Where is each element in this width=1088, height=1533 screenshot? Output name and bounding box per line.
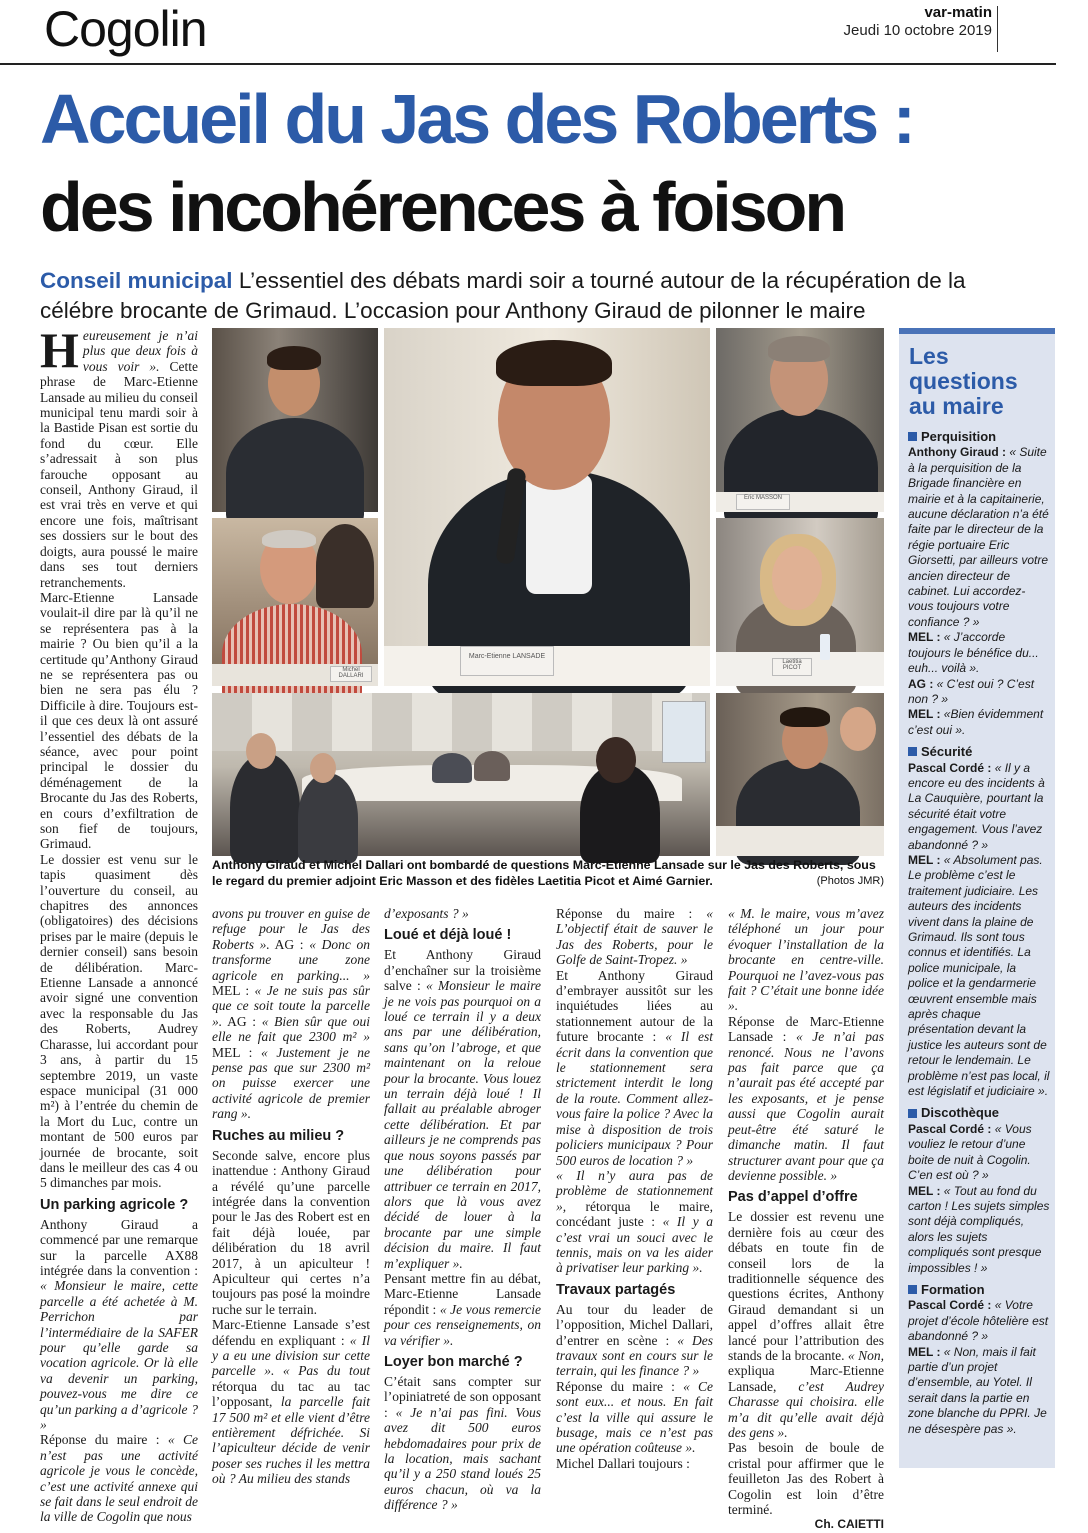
sidebar-heading-label: Discothèque — [921, 1105, 1000, 1121]
article-text: MEL : — [212, 983, 255, 999]
sidebar-entry — [908, 853, 1050, 1100]
sidebar-entry — [908, 1184, 1050, 1276]
sidebar-text: « J’accorde toujours le bénéfice du... euh... voilà ». — [908, 630, 1039, 676]
sidebar-title-line: au maire — [909, 393, 1004, 419]
sidebar-questions — [899, 328, 1055, 1468]
article-text: Au tour du leader de l’opposition, Michel Dallari, d’entrer en scène : — [556, 1301, 713, 1348]
article-text: Réponse du maire : — [556, 906, 707, 921]
article-text: MEL : — [212, 1044, 261, 1060]
sidebar-heading-label: Formation — [921, 1281, 985, 1297]
article-text: « Non, — [847, 1347, 884, 1363]
article-text: expliqua Marc-Etienne Lansade, — [728, 1363, 884, 1394]
sidebar-entry — [908, 1345, 1050, 1437]
article-text: avons pu trouver en guise de refuge pour le Jas des Roberts ». — [212, 906, 370, 952]
drop-cap: H — [40, 322, 79, 378]
sidebar-heading — [908, 1105, 1050, 1120]
square-bullet-icon — [908, 1285, 917, 1294]
photo-caption — [212, 858, 884, 889]
sidebar-text: « Vous vouliez le retour d’une boite de nuit à Cogolin. C’en est où ? » — [908, 1121, 1032, 1183]
article-text: C’était sans compter sur l’opiniatreté de son opposant : — [384, 1373, 541, 1420]
speaker: AG : — [908, 676, 934, 691]
photo-council-room — [212, 693, 710, 856]
speaker: Pascal Cordé : — [908, 1298, 992, 1313]
subheading: Travaux partagés — [556, 1281, 676, 1298]
article-text: « Monsieur le maire je ne vois pas pourquoi on a loué ce terrain il y a deux ans par une délibération, sans qu’on l’abroge, et que maintenant on la reloue pour la brocante. Vous louez un terrain déjà loué ! Il fallait au préalable abroger cette délibération. Et par ailleurs je ne comprends pas que nous soyons passés par une délibération pour attribuer ce terrain en 2017, alors que là vous avez décidé de louer à la brocante par une simple décision du maire. Il faut m’expliquer ». — [384, 978, 541, 1271]
article-text: « Des travaux sont en cours sur le terrain, qui les finance ? » — [556, 1332, 713, 1379]
article-paragraph: Marc-Etienne Lansade voulait-il dire par là qu’il ne se représentera pas à la mairie ? Ou bien qu’il a la certitude qu’Anthony Giraud ne se représentera pas ou bien ne sera pas élu ? Difficile à dire. Toujours est-il que ces deux là ont assuré l’essentiel des débats de la séance, avec pour point principal le dossier du déménagement de la Brocante du Jas des Roberts, en cours d’exfiltration de son fief de toujours, Grimaud. — [40, 589, 198, 852]
article-text: « Je vous remercie pour ces renseignements, on va vérifier ». — [384, 1301, 541, 1348]
nameplate: Laetitia PICOT — [772, 658, 812, 676]
standfirst-kicker: Conseil municipal — [40, 268, 233, 293]
speaker: MEL : — [908, 1183, 941, 1198]
sidebar-heading-label: Perquisition — [921, 429, 997, 444]
sidebar-heading — [908, 1282, 1050, 1297]
article-text: « M. le maire, vous m’avez téléphoné un jour pour évoquer l’installation de la brocante en centre-ville. Pourquoi ne l’avez-vous pas fait ? C’était une bonne idée ». — [728, 906, 884, 1014]
article-text: eureusement je n’ai plus que deux fois à vous voir ». — [82, 328, 198, 374]
speaker: MEL : — [908, 1344, 941, 1359]
article-text: Marc-Etienne Lansade s’est défendu en expliquant : — [212, 1317, 370, 1348]
article-text: « Il est écrit dans la convention que le stationnement sera strictement interdit le long de la route. Comment allez-vous faire la police ? Avec la mise à disposition de trois policiers municipaux ? Pour 500 euros de location ? » — [556, 1029, 713, 1168]
photo-aime-garnier — [716, 693, 884, 856]
article-text: « Il y a c’est vrai un souci avec le tennis, mais on va les aider à privatiser leur parking ». — [556, 1214, 713, 1276]
article-text: Le dossier est revenu une dernière fois au cœur des débats en toute fin de conseil lors de la traditionnelle séquence des questions écrites, Anthony Giraud demandant si un appel d’offres allait être lancé pour l’attribution des stands de la brocante. — [728, 1209, 884, 1363]
sidebar-body — [908, 429, 1050, 1437]
headline-line-2: des incohérences à foison — [40, 168, 845, 246]
article-text: « Bien sûr que oui elle ne fait que 2300 m² » — [212, 1013, 370, 1045]
newspaper-name: var-matin — [924, 4, 992, 21]
article-text: « Je n’ai pas fini. Vous avez dit 500 euros hebdomadaires pour prix de la location, mais sachant qu’il y a 250 stand loués 25 euros chacun, où va la différence ? » — [384, 1404, 541, 1513]
sidebar-title — [909, 344, 1018, 419]
article-column-1 — [40, 322, 198, 1525]
speaker: Anthony Giraud : — [908, 445, 1006, 460]
square-bullet-icon — [908, 432, 917, 441]
article-text: « Justement je ne pense pas que sur 2300 m² on puisse exercer une activité agricole de premier rang ». — [212, 1044, 371, 1122]
headline-line-1: Accueil du Jas des Roberts : — [40, 80, 913, 158]
sidebar-entry — [908, 1122, 1050, 1184]
sidebar-text: « Non, mais il fait partie d’un projet d’ensemble, au Yotel. Il serait dans la partie en zone blanche du PPRI. Je ne désespère pas ». — [908, 1344, 1047, 1436]
standfirst-text: L’essentiel des débats mardi soir a tourné autour de la récupération de la célébre brocante de Grimaud. L’occasion pour Anthony Giraud de pilonner le maire — [40, 268, 966, 323]
publication-date: Jeudi 10 octobre 2019 — [843, 22, 992, 39]
author-signature: Ch. CAIETTI — [814, 1517, 884, 1532]
speaker: MEL : — [908, 630, 941, 645]
sidebar-title-line: Les — [909, 343, 949, 369]
nameplate: Eric MASSON — [736, 494, 790, 510]
sidebar-text: « C’est oui ? C’est non ? » — [908, 676, 1035, 706]
article-text: Anthony Giraud a commencé par une remarque sur la parcelle AX88 intégrée dans la convention : — [40, 1216, 198, 1278]
photo-credit: (Photos JMR) — [816, 874, 884, 887]
sidebar-text: « Suite à la perquisition de la Brigade financière en mairie et à la capitainerie, aucune déclaration n’a été faite par le directeur de la régie portuaire Eric Giorsetti, par ailleurs votre ancien directeur de cabinet. Lui accordez-vous toujours votre confiance ? » — [908, 445, 1049, 629]
photo-michel-dallari — [212, 518, 378, 686]
nameplate: Marc-Etienne LANSADE — [460, 646, 554, 676]
standfirst — [40, 266, 1030, 326]
article-text: « Il y a eu une division sur cette parcelle ». « Pas du tout — [212, 1332, 370, 1379]
speaker: MEL : — [908, 852, 941, 867]
article-paragraph: Pas besoin de boule de cristal pour affirmer que le feuilleton Jas des Robert à Cogolin est loin d’être terminé. — [728, 1440, 884, 1518]
article-text: « Je ne suis pas sûr que ce soit toute la parcelle ». — [212, 983, 371, 1029]
photo-anthony-giraud — [212, 328, 378, 512]
article-text: Pensant mettre fin au débat, Marc-Etienne Lansade répondit : — [384, 1270, 541, 1317]
header-divider — [997, 6, 998, 52]
sidebar-entry — [908, 677, 1050, 708]
article-text: Et Anthony Giraud d’embrayer aussitôt sur les inquiétudes liées au stationnement autour de la future brocante : — [556, 967, 713, 1045]
speaker: MEL : — [908, 707, 941, 722]
article-text: rétorqua le maire, concédant juste : — [556, 1198, 713, 1230]
sidebar-text: «Bien évidemment c’est oui ». — [908, 707, 1044, 737]
sidebar-heading-label: Sécurité — [921, 744, 973, 760]
article-column-4 — [556, 906, 713, 1471]
article-paragraph: Seconde salve, encore plus inattendue : Anthony Giraud a révélé qu’une parcelle intégrée dans la convention pour le Jas des Robert est en fait déjà louée, par délibération du 18 avril 2017, à un apiculteur ! Apiculteur qui certes n’a toujours pas posé la moindre ruche sur le terrain. — [212, 1147, 370, 1317]
section-title: Cogolin — [44, 1, 207, 57]
sidebar-entry — [908, 630, 1050, 676]
article-text: rétorqua du tac au tac l’opposant, — [212, 1378, 370, 1410]
photo-marc-etienne-lansade — [384, 328, 710, 686]
article-text: c’est Audrey Charasse qui choisira. elle m’a dit qu’elle avait déjà des gens ». — [728, 1378, 884, 1440]
article-text: Réponse de Marc-Etienne Lansade : — [728, 1013, 884, 1045]
sidebar-entry — [908, 445, 1050, 630]
article-text: d’exposants ? » — [384, 906, 469, 921]
article-text: « Ce n’est pas une activité agricole je vous le concède, c’est une activité annexe qui se fait dans le seul endroit de la ville de Cogolin que nous — [40, 1432, 198, 1525]
sidebar-entry — [908, 1298, 1050, 1344]
speaker: Pascal Cordé : — [908, 1121, 992, 1136]
article-text: AG : — [269, 936, 310, 952]
subheading: Loyer bon marché ? — [384, 1353, 523, 1370]
article-text: AG : — [222, 1013, 262, 1029]
article-text: « Il n’y aura pas de problème de stationnement », — [556, 1167, 713, 1214]
article-text: « L’objectif était de sauver le Jas des Roberts, pour le Golfe de Saint-Tropez. » — [556, 906, 713, 968]
subheading: Ruches au milieu ? — [212, 1127, 345, 1144]
nameplate: Michel DALLARI — [330, 666, 372, 682]
sidebar-text: « Votre projet d’école hôtelière est abandonné ? » — [908, 1298, 1049, 1344]
article-text: « Donc on transforme une zone agricole en parking... » — [212, 936, 370, 983]
sidebar-text: « Il y a encore eu des incidents à La Cauquière, pourtant la sécurité était votre engagement. Vous l’avez abandonné ? » — [908, 760, 1045, 852]
square-bullet-icon — [908, 747, 917, 756]
article-text: Réponse du maire : — [556, 1378, 684, 1394]
sidebar-top-bar — [899, 328, 1055, 334]
sidebar-heading — [908, 429, 1050, 444]
article-column-3 — [384, 906, 541, 1513]
article-column-2 — [212, 906, 370, 1487]
sidebar-entry — [908, 761, 1050, 853]
sidebar-title-line: questions — [909, 368, 1018, 394]
article-column-5 — [728, 906, 884, 1533]
article-paragraph: Michel Dallari toujours : — [556, 1455, 690, 1471]
article-text: Et Anthony Giraud d’enchaîner sur la troisième salve : — [384, 947, 541, 994]
square-bullet-icon — [908, 1109, 917, 1118]
photo-laetitia-picot — [716, 518, 884, 686]
article-text: « Je n’ai pas renoncé. Nous ne l’avons pas fait parce que ça n’aurait pas été accepté par les exposants, et je pense aussi que Cogolin aurait peut-être été saturé le dimanche matin. Il faut structurer avant pour que ça devienne possible. » — [728, 1029, 885, 1183]
subheading: Pas d’appel d’offre — [728, 1189, 858, 1206]
sidebar-entry — [908, 707, 1050, 738]
sidebar-text: « Absolument pas. Le problème c’est le traitement judiciaire. Les auteurs des incidents vivent dans la plaine de Grimaud. Ils sont tous connus et identifiés. La police municipale, la police et la gendarmerie œuvrent ensemble mais après chaque présentation devant la justice les auteurs sont de retour le lendemain. Le problème n’est pas local, il est législatif et judiciaire ». — [908, 852, 1050, 1099]
article-text: « Ce sont eux... et nous. En fait c’est la ville qui assure le busage, mais ce n’est pas une opération coûteuse ». — [556, 1378, 713, 1456]
subheading: Loué et déjà loué ! — [384, 927, 512, 944]
speaker: Pascal Cordé : — [908, 760, 992, 775]
caption-text: Anthony Giraud et Michel Dallari ont bombardé de questions Marc-Etienne Lansade sur le Jas des Roberts, sous le regard du premier adjoint Eric Masson et des fidèles Laetitia Picot et Aimé Garnier. — [212, 858, 876, 888]
article-text: la parcelle fait 17 500 m² et elle vient d’être entièrement défrichée. Si l’apiculteur décide de venir poser ses ruches il les mettra où ? Au milieu des stands — [212, 1394, 371, 1487]
subheading: Un parking agricole ? — [40, 1196, 189, 1213]
header-rule — [0, 63, 1056, 65]
article-paragraph: Le dossier est venu sur le tapis quasiment dès l’ouverture du conseil, au chapitres des annonces (obligatoires) des décisions prises par le maire (depuis le dernier conseil) sans besoin de délibération. Marc-Etienne Lansade a annoncé avoir signé une convention avec la responsable du Jas des Roberts, Audrey Charasse, lui accordant pour 3 ans, à partir du 15 septembre 2019, un vaste espace municipal (31 000 m²) à l’entrée du chemin de la Mort du Luc, contre un montant de 500 euros par journée de brocante, soit dans le meilleur des cas 4 ou 5 dimanches par mois. — [40, 851, 198, 1191]
sidebar-heading — [908, 744, 1050, 759]
photo-eric-masson — [716, 328, 884, 512]
article-text: « Monsieur le maire, cette parcelle a été achetée à M. Perrichon par l’intermédiaire de la SAFER pour qu’elle garde sa vocation agricole. Or là elle va devenir un parking, pouvez-vous me dire ce qu’un parking a d’agricole ? » — [40, 1278, 198, 1433]
article-text: Réponse du maire : — [40, 1432, 168, 1448]
article-text: Cette phrase de Marc-Etienne Lansade au milieu du conseil municipal tenu mardi soir à la Bastide Pisan est sortie du fond du cœur. Elle s’adressait à son plus farouche opposant au conseil, Anthony Giraud, il est vrai très en verve et qui encore une fois, maîtrisant ses dossiers sur le bout des doigts, aura poussé le maire dans ses tout derniers retranchements. — [40, 358, 198, 590]
sidebar-text: « Tout au fond du carton ! Les sujets simples sont déjà compliqués, alors les sujets compliqués sont presque impossibles ! » — [908, 1183, 1050, 1275]
